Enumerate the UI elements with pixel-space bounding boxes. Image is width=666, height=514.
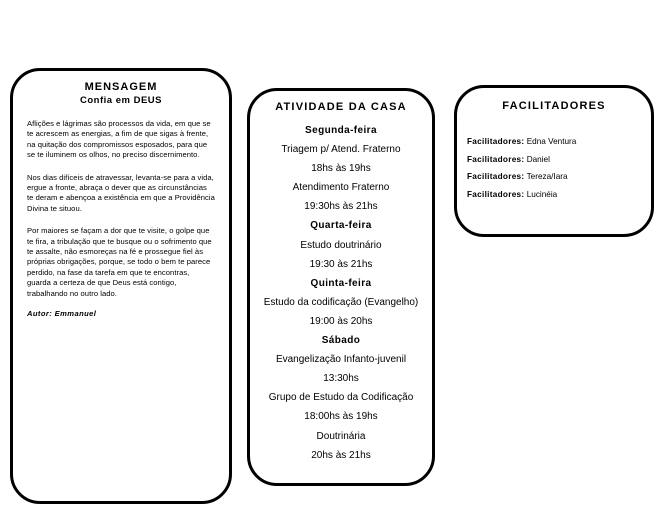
schedule-item: 19:00 às 20hs xyxy=(309,315,373,327)
facilitador-row xyxy=(467,133,651,151)
schedule-item: 19:30 às 21hs xyxy=(309,258,373,270)
facilitador-label: Facilitadores: xyxy=(467,189,525,199)
schedule-day-heading: Quarta-feira xyxy=(310,220,372,232)
schedule-item: Estudo doutrinário xyxy=(300,239,382,251)
schedule-item: Estudo da codificação (Evangelho) xyxy=(263,296,419,308)
schedule-day-heading: Segunda-feira xyxy=(305,125,377,136)
schedule-item: Evangelização Infanto-juvenil xyxy=(275,354,407,366)
mensagem-card xyxy=(10,68,232,504)
facilitador-label: Facilitadores: xyxy=(467,172,525,181)
atividade-card xyxy=(247,88,435,486)
schedule-item: Triagem p/ Atend. Fraterno xyxy=(281,144,401,156)
mensagem-author: Autor: Emmanuel xyxy=(27,309,97,319)
facilitador-row xyxy=(467,151,651,169)
mensagem-title: MENSAGEM xyxy=(84,81,158,93)
mensagem-paragraph: Aflições e lágrimas são processos da vida, em que se te acrescem as energias, a fim de que sigas à frente, na quitação dos compromissos esposados, para que se te iluminem os olhos, no preciso discernimento. xyxy=(27,119,211,160)
schedule-item: 19:30hs às 21hs xyxy=(304,201,378,213)
facilitadores-title: FACILITADORES xyxy=(502,100,606,112)
mensagem-paragraph: Por maiores se façam a dor que te visite, o golpe que te fira, a tribulação que te busque ou o sofrimento que te assalte, não esmoreças na fé e prossegue fiel às próprias obrigações, porque, se todo o bem te parece perdido, na fase da tarefa em que te encontras, guarda a certeza de que Deus está contigo, trabalhando no outro lado. xyxy=(27,226,212,298)
schedule-item: 13:30hs xyxy=(323,373,359,385)
schedule-day-heading: Quinta-feira xyxy=(310,277,372,289)
facilitador-label: Facilitadores: xyxy=(467,154,525,164)
schedule-item: 18:00hs às 19hs xyxy=(304,411,378,423)
schedule-item: 20hs às 21hs xyxy=(311,449,371,461)
facilitador-name: Daniel xyxy=(526,154,550,164)
facilitador-name: Edna Ventura xyxy=(526,137,577,146)
facilitadores-card xyxy=(454,85,654,237)
mensagem-paragraph: Nos dias difíceis de atravessar, levanta-se para a vida, ergue a fronte, abraça o dever que as circunstâncias te deram e abençoa a existência em que a Providência Divina te situou. xyxy=(27,172,215,213)
schedule-day-heading: Sábado xyxy=(321,335,361,347)
atividade-schedule-list xyxy=(250,121,432,465)
schedule-item: Doutrinária xyxy=(316,430,366,442)
facilitadores-list xyxy=(467,133,651,203)
atividade-title: ATIVIDADE DA CASA xyxy=(275,101,407,113)
schedule-item: Atendimento Fraterno xyxy=(292,182,390,194)
schedule-item: Grupo de Estudo da Codificação xyxy=(268,392,414,404)
schedule-item: 18hs às 19hs xyxy=(311,163,371,175)
facilitador-name: Tereza/Iara xyxy=(526,172,568,181)
facilitador-row xyxy=(467,168,651,186)
facilitador-row xyxy=(467,186,651,204)
facilitador-name: Lucinéia xyxy=(526,189,558,199)
facilitador-label: Facilitadores: xyxy=(467,137,525,146)
mensagem-subtitle: Confia em DEUS xyxy=(80,95,162,106)
